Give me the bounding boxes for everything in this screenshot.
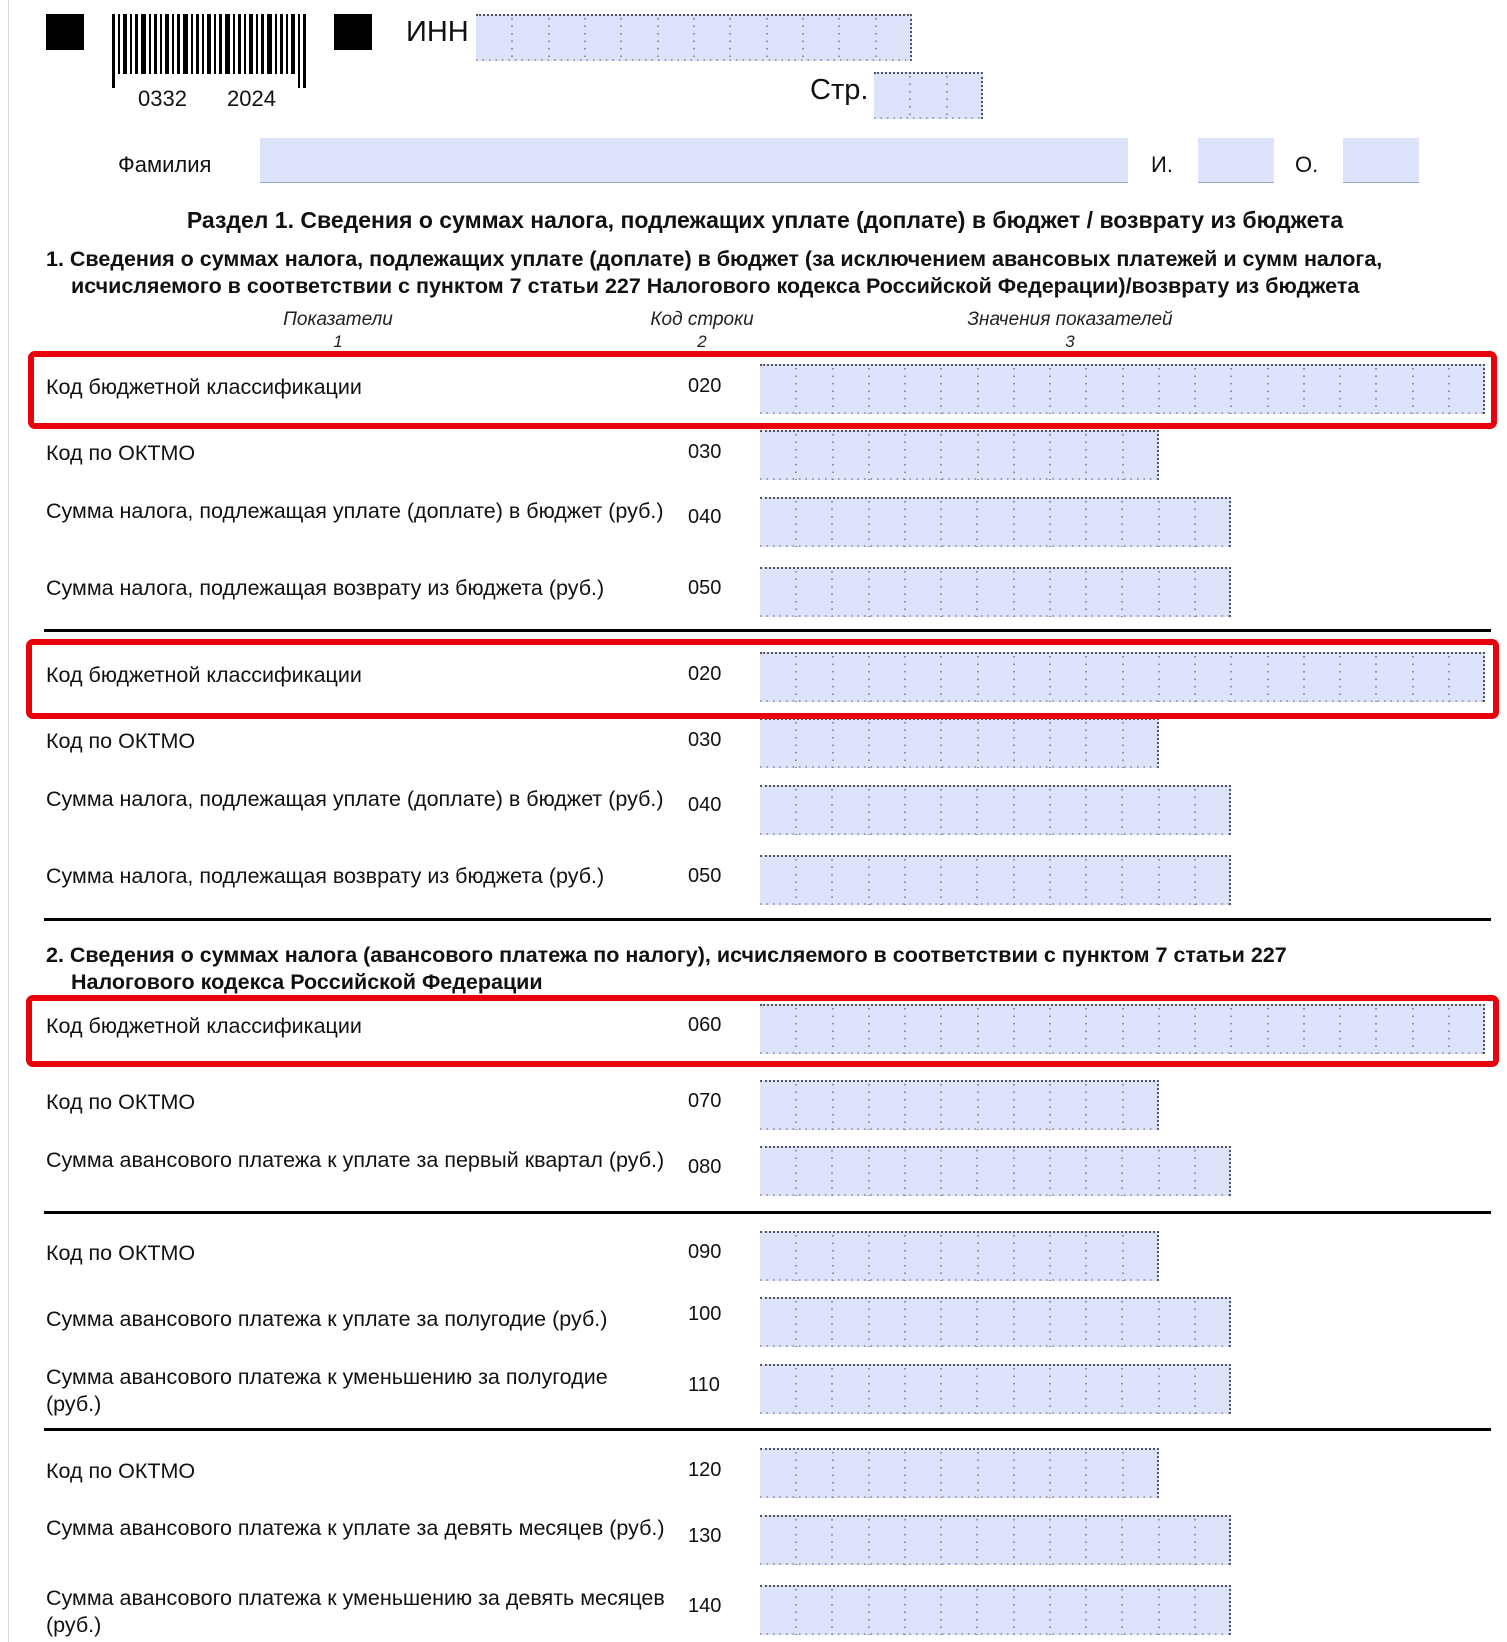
page-number-field[interactable] <box>874 72 983 119</box>
highlight-box <box>28 351 1497 429</box>
oktmo-field[interactable] <box>760 1231 1159 1281</box>
row-label-oktmo: Код по ОКТМО <box>46 1459 196 1483</box>
row-label-tax-payable: Сумма налога, подлежащая уплате (доплате) в бюджет (руб.) <box>46 499 664 523</box>
row-code: 080 <box>688 1156 722 1178</box>
row-label-oktmo: Код по ОКТМО <box>46 441 196 465</box>
highlight-box <box>26 639 1499 719</box>
subsection-1-title-line2: исчисляемого в соответствии с пунктом 7 статьи 227 Налогового кодекса Российской Федерации)/возврату из бюджета <box>71 274 1360 298</box>
divider <box>44 1211 1491 1214</box>
divider <box>44 629 1491 632</box>
oktmo-field[interactable] <box>760 1448 1159 1498</box>
initial-o-field[interactable] <box>1343 138 1419 183</box>
row-code: 110 <box>688 1374 720 1396</box>
subsection-2-title-line2: Налогового кодекса Российской Федерации <box>71 970 543 994</box>
row-code: 040 <box>688 506 722 528</box>
row-label-advance-9m-reduce: Сумма авансового платежа к уменьшению за девять месяцев (руб.) <box>46 1586 665 1637</box>
initial-i-label: И. <box>1151 152 1173 177</box>
surname-label: Фамилия <box>118 152 212 177</box>
row-code: 020 <box>688 375 722 397</box>
section-1-title: Раздел 1. Сведения о суммах налога, подлежащих уплате (доплате) в бюджет / возврату из бюджета <box>186 207 1344 233</box>
column-header-indicators: Показатели <box>283 309 393 330</box>
column-number-2: 2 <box>697 332 707 351</box>
divider <box>44 1428 1491 1431</box>
tax-payable-field[interactable] <box>760 497 1231 547</box>
row-code: 050 <box>688 865 722 887</box>
inn-field[interactable] <box>476 14 912 61</box>
row-code: 020 <box>688 663 722 685</box>
advance-q1-field[interactable] <box>760 1146 1231 1196</box>
advance-half-reduce-field[interactable] <box>760 1364 1231 1414</box>
row-label-advance-9m-payable: Сумма авансового платежа к уплате за девять месяцев (руб.) <box>46 1516 665 1540</box>
row-label-tax-refund: Сумма налога, подлежащая возврату из бюджета (руб.) <box>46 864 605 888</box>
row-code: 120 <box>688 1459 722 1481</box>
oktmo-field[interactable] <box>760 1080 1159 1130</box>
advance-9m-reduce-field[interactable] <box>760 1585 1231 1635</box>
initial-i-field[interactable] <box>1198 138 1274 183</box>
column-number-3: 3 <box>1065 332 1075 351</box>
row-code: 070 <box>688 1090 722 1112</box>
row-code: 060 <box>688 1014 722 1036</box>
page-left-border <box>8 0 9 1642</box>
row-label-oktmo: Код по ОКТМО <box>46 729 196 753</box>
row-code: 050 <box>688 577 722 599</box>
barcode-number-1: 0332 <box>138 86 187 111</box>
column-header-line-code: Код строки <box>650 309 754 330</box>
surname-field[interactable] <box>260 138 1128 183</box>
inn-label: ИНН <box>406 16 469 48</box>
oktmo-field[interactable] <box>760 430 1159 480</box>
column-header-values: Значения показателей <box>967 309 1173 330</box>
row-code: 040 <box>688 794 722 816</box>
row-code: 130 <box>688 1525 722 1547</box>
row-label-kbk: Код бюджетной классификации <box>46 375 362 399</box>
subsection-1-title-line1: 1. Сведения о суммах налога, подлежащих уплате (доплате) в бюджет (за исключением авансовых платежей и сумм налога, <box>46 247 1383 271</box>
row-label-advance-half-reduce: Сумма авансового платежа к уменьшению за полугодие (руб.) <box>46 1365 608 1416</box>
row-code: 090 <box>688 1241 722 1263</box>
row-label-kbk: Код бюджетной классификации <box>46 1014 362 1038</box>
initial-o-label: О. <box>1295 152 1319 177</box>
row-label-tax-refund: Сумма налога, подлежащая возврату из бюджета (руб.) <box>46 576 605 600</box>
corner-marker-right <box>334 14 372 50</box>
tax-payable-field[interactable] <box>760 785 1231 835</box>
divider <box>44 918 1491 921</box>
column-number-1: 1 <box>333 332 343 351</box>
subsection-2-title-line1: 2. Сведения о суммах налога (авансового платежа по налогу), исчисляемого в соответствии с пунктом 7 статьи 227 <box>46 943 1287 967</box>
row-label-tax-payable: Сумма налога, подлежащая уплате (доплате) в бюджет (руб.) <box>46 787 664 811</box>
barcode <box>112 14 306 88</box>
row-label-advance-half-payable: Сумма авансового платежа к уплате за полугодие (руб.) <box>46 1307 608 1331</box>
tax-refund-field[interactable] <box>760 567 1231 617</box>
row-label-oktmo: Код по ОКТМО <box>46 1090 196 1114</box>
row-code: 100 <box>688 1303 722 1325</box>
row-code: 030 <box>688 729 722 751</box>
row-label-advance-q1: Сумма авансового платежа к уплате за первый квартал (руб.) <box>46 1148 665 1172</box>
oktmo-field[interactable] <box>760 718 1159 768</box>
row-label-kbk: Код бюджетной классификации <box>46 663 362 687</box>
highlight-box <box>26 995 1499 1067</box>
row-code: 140 <box>688 1595 722 1617</box>
row-label-oktmo: Код по ОКТМО <box>46 1241 196 1265</box>
row-code: 030 <box>688 441 722 463</box>
tax-refund-field[interactable] <box>760 855 1231 905</box>
advance-9m-payable-field[interactable] <box>760 1515 1231 1565</box>
advance-half-payable-field[interactable] <box>760 1297 1231 1347</box>
barcode-number-2: 2024 <box>227 86 276 111</box>
corner-marker-left <box>46 14 84 50</box>
page-label: Стр. <box>810 74 869 106</box>
